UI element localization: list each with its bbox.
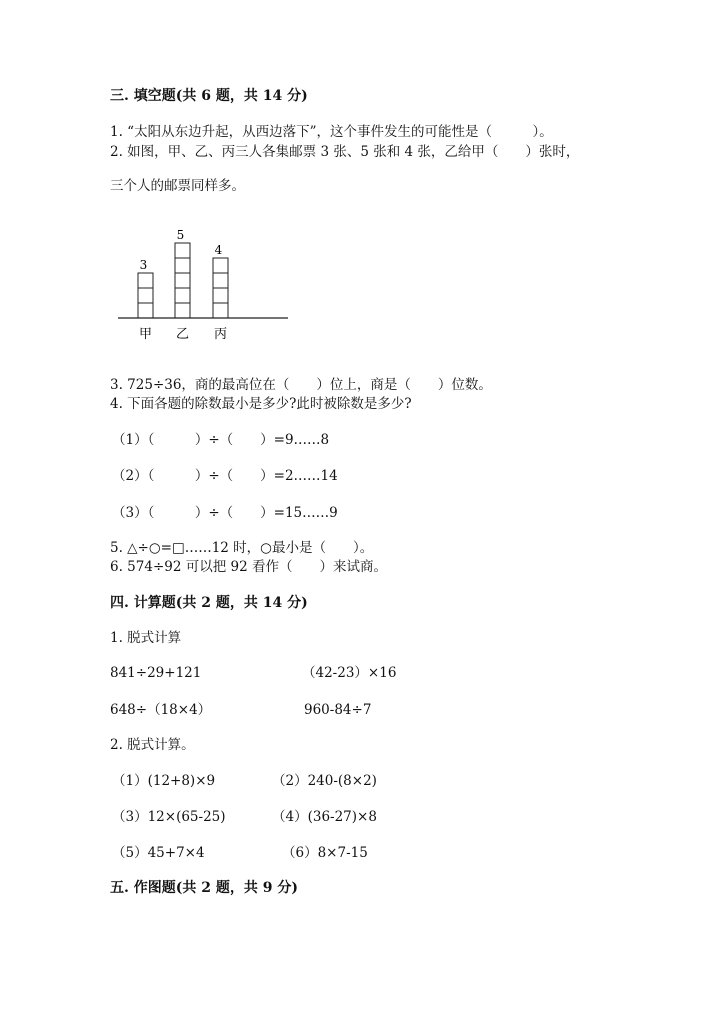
calc-expression: （3）12×(65-25) bbox=[112, 809, 226, 825]
question-3: 3. 725÷36，商的最高位在（ ）位上，商是（ ）位数。 bbox=[110, 377, 492, 393]
question-6: 6. 574÷92 可以把 92 看作（ ）来试商。 bbox=[110, 559, 387, 575]
stamp-square bbox=[175, 258, 190, 273]
section5-heading: 五. 作图题(共 2 题，共 9 分) bbox=[110, 880, 298, 896]
bar-count-label: 5 bbox=[176, 228, 185, 242]
calc-expression: （4）(36-27)×8 bbox=[272, 809, 377, 825]
question-1: 1. “太阳从东边升起，从西边落下”，这个事件发生的可能性是（ ）。 bbox=[110, 124, 553, 140]
section4-heading: 四. 计算题(共 2 题，共 14 分) bbox=[110, 595, 308, 611]
calc-expression: （6）8×7-15 bbox=[282, 845, 368, 861]
section3-heading: 三. 填空题(共 6 题，共 14 分) bbox=[110, 88, 308, 104]
bar-person-label: 甲 bbox=[138, 327, 153, 342]
calc-expression: 960-84÷7 bbox=[304, 702, 372, 718]
question-4: 4. 下面各题的除数最小是多少?此时被除数是多少? bbox=[110, 396, 412, 412]
calc-expression: （42-23）×16 bbox=[302, 665, 397, 681]
stamp-square bbox=[213, 303, 228, 318]
stamp-square bbox=[138, 303, 153, 318]
bar-person-label: 丙 bbox=[213, 327, 228, 342]
stamp-square bbox=[175, 243, 190, 258]
question-4-item-3: （3）（ ）÷（ ）=15……9 bbox=[112, 505, 338, 521]
calc-expression: （1）(12+8)×9 bbox=[112, 773, 216, 789]
question-4-item-2: （2）（ ）÷（ ）=2……14 bbox=[112, 468, 338, 484]
stamp-square bbox=[138, 288, 153, 303]
calc-part1-title: 1. 脱式计算 bbox=[110, 630, 182, 646]
calc-expression: 841÷29+121 bbox=[110, 665, 202, 681]
stamp-square bbox=[175, 273, 190, 288]
bar-count-label: 4 bbox=[214, 243, 223, 257]
bar-person-label: 乙 bbox=[175, 327, 190, 342]
stamp-square bbox=[213, 273, 228, 288]
stamp-square bbox=[213, 288, 228, 303]
calc-expression: （2）240-(8×2) bbox=[272, 773, 377, 789]
question-2-line1: 2. 如图，甲、乙、丙三人各集邮票 3 张、5 张和 4 张，乙给甲（ ）张时， bbox=[110, 144, 580, 160]
question-5: 5. △÷○=□……12 时，○最小是（ ）。 bbox=[110, 540, 374, 556]
question-2-line2: 三个人的邮票同样多。 bbox=[110, 178, 245, 194]
question-4-item-1: （1）（ ）÷（ ）=9……8 bbox=[112, 432, 330, 448]
stamp-square bbox=[138, 273, 153, 288]
calc-part2-title: 2. 脱式计算。 bbox=[110, 737, 195, 753]
calc-expression: 648÷（18×4） bbox=[110, 702, 212, 718]
stamp-square bbox=[175, 288, 190, 303]
stamp-square bbox=[175, 303, 190, 318]
stamp-square bbox=[213, 258, 228, 273]
calc-expression: （5）45+7×4 bbox=[112, 845, 205, 861]
bar-count-label: 3 bbox=[139, 258, 148, 272]
